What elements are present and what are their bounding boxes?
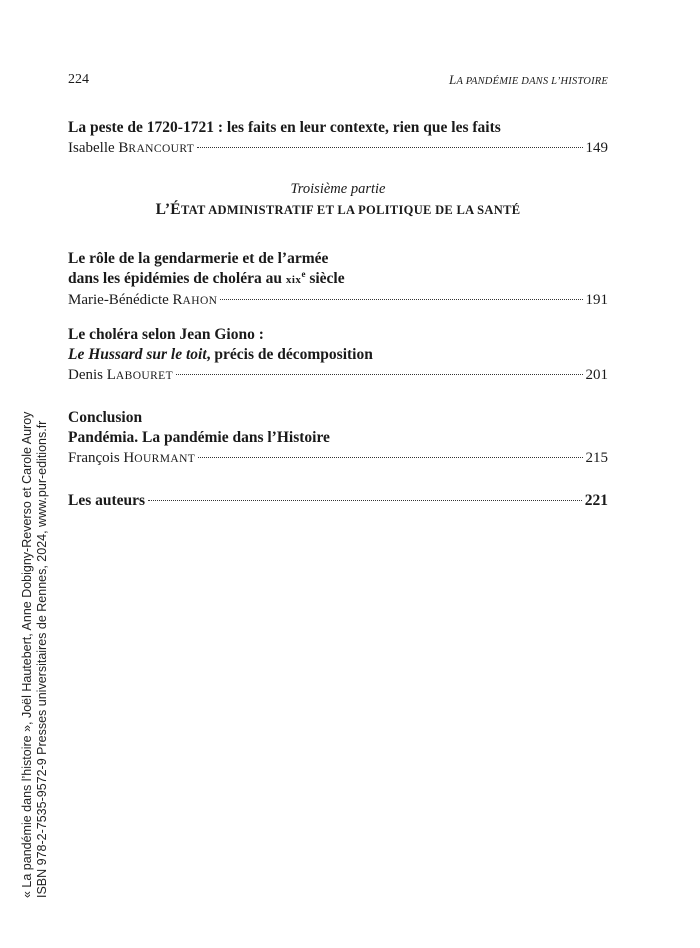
table-of-contents — [68, 118, 608, 511]
copyright-side-note — [20, 412, 49, 898]
running-head-initial: L — [449, 72, 457, 87]
author-last-rest: AHON — [182, 295, 218, 307]
part-heading — [68, 179, 608, 221]
author-first-name: Denis — [68, 367, 107, 383]
toc-entry-gendarmerie — [68, 249, 608, 311]
side-note-line2: ISBN 978-2-7535-9572-9 Presses universitaires de Rennes, 2024, www.pur-editions.fr — [34, 420, 49, 898]
dot-leader — [176, 374, 582, 375]
entry-author — [68, 448, 195, 469]
author-first-name: Marie-Bénédicte — [68, 292, 173, 308]
entry-page-number: 149 — [585, 140, 608, 156]
title-text: dans les épidémies de choléra au — [68, 270, 286, 287]
entry-title: La peste de 1720-1721 : les faits en leur contexte, rien que les faits — [68, 119, 501, 136]
running-head-rest: A PANDÉMIE DANS L’HISTOIRE — [456, 76, 608, 87]
title-text-end: siècle — [305, 270, 345, 287]
page-number: 224 — [68, 72, 89, 87]
part-label: Troisième partie — [290, 181, 386, 197]
author-last-rest: ABOURET — [115, 370, 174, 382]
entry-author — [68, 138, 194, 159]
toc-entry-auteurs — [68, 491, 608, 511]
title-text-end: , précis de décomposition — [206, 346, 373, 363]
dot-leader — [148, 500, 582, 501]
author-last-rest: OURMANT — [134, 453, 196, 465]
entry-leader-line — [68, 365, 608, 386]
entry-page-number: 215 — [585, 450, 608, 466]
book-title: Le Hussard sur le toit — [68, 346, 207, 363]
author-last-initial: L — [106, 367, 116, 383]
author-last-rest: RANCOURT — [128, 143, 195, 155]
century-numeral: xix — [285, 274, 302, 286]
toc-entry-conclusion — [68, 408, 608, 469]
author-first-name: François — [68, 450, 124, 466]
entry-author — [68, 290, 217, 311]
running-head — [449, 72, 608, 88]
author-first-name: Isabelle — [68, 140, 119, 156]
author-last-initial: B — [118, 140, 129, 156]
entry-leader-line — [68, 290, 608, 311]
part-title-rest: TAT ADMINISTRATIF ET LA POLITIQUE DE LA SANTÉ — [180, 203, 521, 217]
dot-leader — [198, 457, 582, 458]
entry-leader-line — [68, 448, 608, 469]
side-note-line1: « La pandémie dans l’histoire », Joël Hautebert, Anne Dobigny-Reverso et Carole Auroy — [20, 411, 34, 898]
toc-entry-peste — [68, 118, 608, 159]
entry-title-line2 — [68, 345, 608, 365]
part-title-initial: L’É — [155, 201, 181, 218]
entry-page-number: 221 — [584, 492, 608, 509]
entry-title-line2 — [68, 269, 608, 290]
entry-title-line1: Conclusion — [68, 409, 143, 426]
entry-page-number: 201 — [585, 367, 608, 383]
century-superscript: e — [301, 269, 306, 279]
entry-leader-line — [68, 138, 608, 159]
dot-leader — [220, 299, 582, 300]
entry-title-line1: Le choléra selon Jean Giono : — [68, 326, 264, 343]
entry-title: Les auteurs — [68, 492, 146, 509]
toc-entry-giono — [68, 325, 608, 386]
entry-title-line1: Le rôle de la gendarmerie et de l’armée — [68, 250, 329, 267]
entry-title-line2: Pandémia. La pandémie dans l’Histoire — [68, 429, 330, 446]
entry-page-number: 191 — [585, 292, 608, 308]
author-last-initial: H — [123, 450, 135, 466]
part-title — [68, 199, 608, 221]
entry-author — [68, 365, 173, 386]
dot-leader — [197, 147, 582, 148]
author-last-initial: R — [172, 292, 183, 308]
